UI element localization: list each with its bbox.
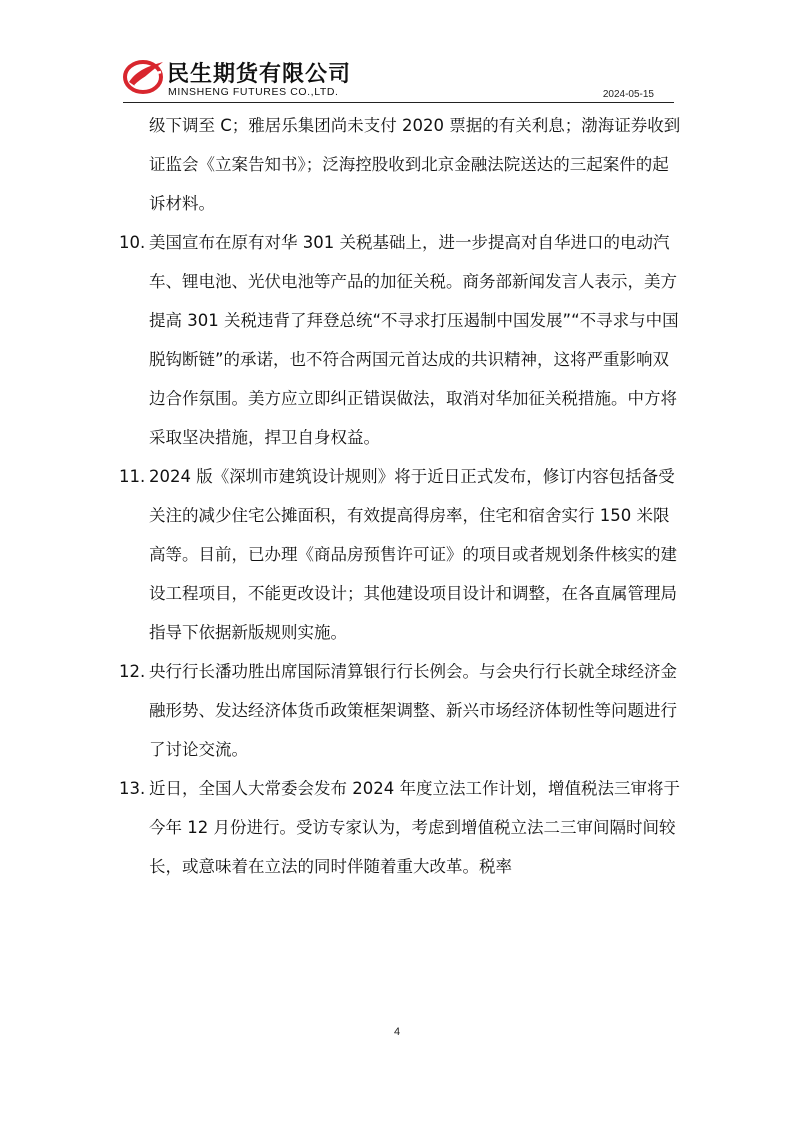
company-name-cn: 民生期货有限公司 [167, 62, 352, 87]
list-item [119, 769, 685, 886]
news-list [119, 106, 685, 886]
list-item-text: 2024 版《深圳市建筑设计规则》将于近日正式发布，修订内容包括备受关注的减少住宅公摊面积，有效提高得房率，住宅和宿舍实行 150 米限高等。目前，已办理《商品房预售许可证》的项目或者规划条件核实的建设工程项目，不能更改设计；其他建设项目设计和调整，在各直属管理局指导下依据新版规则实施。 [149, 467, 677, 642]
page-header [123, 52, 674, 102]
page-number: 4 [393, 1026, 401, 1038]
minsheng-logo-icon [123, 56, 165, 96]
company-name-en: MINSHENG FUTURES CO.,LTD. [168, 86, 339, 98]
list-item-number: 12. [119, 662, 146, 681]
list-item [119, 652, 685, 769]
list-item [119, 223, 685, 457]
header-divider [123, 102, 674, 103]
list-item-text: 央行行长潘功胜出席国际清算银行行长例会。与会央行行长就全球经济金融形势、发达经济体货币政策框架调整、新兴市场经济体韧性等问题进行了讨论交流。 [149, 662, 677, 759]
list-item [119, 106, 685, 223]
list-item-text: 美国宣布在原有对华 301 关税基础上，进一步提高对自华进口的电动汽车、锂电池、光伏电池等产品的加征关税。商务部新闻发言人表示，美方提高 301 关税违背了拜登总统“不寻求打压遏制中国发展”“不寻求与中国脱钩断链”的承诺，也不符合两国元首达成的共识精神，这将严重影响双边合作氛围。美方应立即纠正错误做法，取消对华加征关税措施。中方将采取坚决措施，捍卫自身权益。 [149, 233, 679, 447]
list-item-number: 13. [119, 779, 146, 798]
list-item-number: 10. [119, 233, 146, 252]
report-date: 2024-05-15 [602, 89, 654, 100]
list-item [119, 457, 685, 652]
list-item-text: 近日，全国人大常委会发布 2024 年度立法工作计划，增值税法三审将于今年 12 月份进行。受访专家认为，考虑到增值税立法二三审间隔时间较长，或意味着在立法的同时伴随着重大改革。税率 [149, 779, 680, 876]
list-item-text: 级下调至 C；雅居乐集团尚未支付 2020 票据的有关利息；渤海证券收到证监会《立案告知书》；泛海控股收到北京金融法院送达的三起案件的起诉材料。 [149, 116, 681, 213]
list-item-number: 11. [119, 467, 146, 486]
